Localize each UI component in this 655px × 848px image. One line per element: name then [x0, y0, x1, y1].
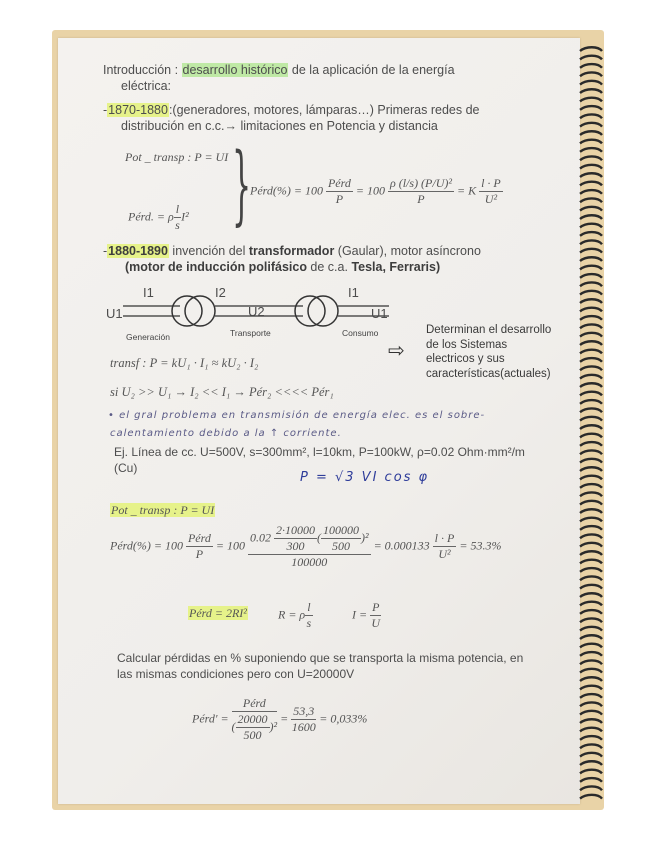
ex-pct-result: = 53.3%	[459, 538, 502, 553]
spiral-coil	[580, 140, 602, 144]
spiral-coil	[580, 341, 602, 345]
spiral-coil	[580, 702, 602, 706]
label-i1-left: I1	[143, 285, 154, 300]
spiral-coil	[580, 257, 602, 261]
spiral-coil	[580, 467, 602, 471]
ex-inner-den: 300	[286, 539, 305, 553]
ex-pct-frac1	[186, 531, 213, 562]
ex-perd-2ri-text: Pérd = 2RI²	[189, 606, 247, 620]
pct-frac3-num: l · P	[481, 176, 501, 190]
ex-big-frac-num: 0.02 $\frac{2\cdot 10000}{300}$ ( $\frac{100000}{500}$ )²	[249, 523, 369, 553]
spiral-coil	[580, 484, 602, 488]
label-i1-right: I1	[348, 285, 359, 300]
transformer1-coil-b	[185, 296, 215, 326]
ex-paren-num: 100000	[322, 523, 359, 537]
perd-formula	[128, 202, 189, 233]
perd-frac-den: s	[175, 218, 180, 232]
spiral-coil	[580, 618, 602, 622]
spiral-coil	[580, 476, 602, 480]
period2-motor: (motor de inducción polifásico	[125, 260, 307, 274]
period2-transformador: transformador	[248, 244, 335, 258]
q-frac2-den: 1600	[291, 720, 316, 734]
spiral-coil	[580, 64, 602, 68]
pct-frac1-den: P	[335, 192, 344, 206]
period1-text1: :(generadores, motores, lámparas…) Primeras redes de	[168, 103, 480, 117]
spiral-coil	[580, 543, 602, 547]
period2-tesla: Tesla, Ferraris)	[351, 260, 441, 274]
ex-r-lhs: R = ρ	[278, 607, 306, 622]
section-heading	[103, 62, 523, 94]
spiral-coil	[580, 165, 602, 169]
spiral-coil	[580, 316, 602, 320]
q-frac1	[232, 696, 278, 743]
spiral-coil	[580, 333, 602, 337]
ex-i-lhs: I =	[352, 607, 368, 622]
label-u2: U2	[248, 304, 265, 319]
arrow-icon: →	[224, 119, 238, 133]
question-text	[117, 650, 523, 682]
spiral-coil	[580, 123, 602, 127]
ex-i-num: P	[372, 600, 380, 614]
determinan-line-1: Determinan el desarrollo	[426, 324, 552, 336]
transformer1-coil-a	[172, 296, 202, 326]
spiral-coil	[580, 392, 602, 396]
q-frac1-num: Pérd	[232, 696, 278, 712]
spiral-coil	[580, 232, 602, 236]
period2-mid: de c.a.	[306, 260, 352, 274]
pct-frac1	[326, 176, 353, 207]
spiral-coil	[580, 81, 602, 85]
ex-coef: 0.02	[249, 530, 271, 545]
spiral-coil	[580, 660, 602, 664]
pct-frac2-den: P	[417, 192, 425, 206]
ex-perd-2ri	[188, 606, 248, 621]
spiral-coil	[580, 434, 602, 438]
question-formula	[192, 696, 367, 743]
spiral-coil	[580, 526, 602, 530]
spiral-coil	[580, 560, 602, 564]
years-1870: 1870-1880	[108, 103, 168, 117]
q-frac1-den: ( $\frac{20000}{500}$ )²	[231, 712, 278, 742]
spiral-coil	[580, 425, 602, 429]
ex-i-formula	[352, 600, 381, 631]
perd-lhs: Pérd. = ρ	[128, 209, 174, 224]
spiral-coil	[580, 585, 602, 589]
spiral-coil	[580, 224, 602, 228]
ex-r-num: l	[307, 600, 311, 614]
spiral-coil	[580, 492, 602, 496]
spiral-coil	[580, 148, 602, 152]
spiral-coil	[580, 568, 602, 572]
spiral-coil	[580, 728, 602, 732]
ex-inner-frac	[274, 523, 317, 554]
spiral-coil	[580, 501, 602, 505]
bullet: -	[103, 103, 108, 117]
example-pot-transp-text: Pot _ transp : P = UI	[111, 503, 215, 517]
period2-text1: invención del	[168, 244, 249, 258]
spiral-coil	[580, 711, 602, 715]
spiral-coil	[580, 114, 602, 118]
transformer2-coil-a	[295, 296, 325, 326]
spiral-coil	[580, 593, 602, 597]
spiral-coil	[580, 190, 602, 194]
determinan-text	[426, 323, 551, 381]
spiral-coil	[580, 408, 602, 412]
spiral-coil	[580, 249, 602, 253]
ex-i-den: U	[371, 616, 381, 630]
spiral-coil	[580, 459, 602, 463]
determinan-line-4: características(actuales)	[426, 367, 551, 380]
spiral-coil	[580, 358, 602, 362]
spiral-coil	[580, 274, 602, 278]
spiral-coil	[580, 266, 602, 270]
heading-suffix: de la aplicación de la energía	[288, 63, 455, 77]
spiral-coil	[580, 106, 602, 110]
ex-inner-num: 2·10000	[275, 523, 315, 537]
years-1880: 1880-1890	[108, 244, 168, 258]
spiral-coil	[580, 551, 602, 555]
spiral-coil	[580, 207, 602, 211]
question-line-1: Calcular pérdidas en % suponiendo que se transporta la misma potencia, en	[117, 651, 524, 665]
heading-highlight: desarrollo histórico	[182, 63, 288, 77]
spiral-coil	[580, 450, 602, 454]
q-lhs: Pérd' =	[192, 711, 229, 726]
spiral-coil	[580, 602, 602, 606]
spiral-coil	[580, 610, 602, 614]
spiral-coil	[580, 576, 602, 580]
handwritten-line-1: • el gral problema en transmisión de energía elec. es el sobre-	[108, 410, 486, 421]
pct-eq2: = 100	[355, 183, 385, 198]
q-result: = 0,033%	[319, 711, 368, 726]
spiral-coil	[580, 736, 602, 740]
spiral-coil	[580, 215, 602, 219]
pot-transp-formula: Pot _ transp : P = UI	[125, 150, 229, 164]
label-u1-left: U1	[106, 306, 123, 321]
pct-lhs: Pérd(%) = 100	[250, 183, 323, 198]
heading-prefix: Introducción :	[103, 63, 182, 77]
spiral-coil	[580, 291, 602, 295]
ex-pct-frac1-num: Pérd	[187, 531, 211, 545]
spiral-coil	[580, 442, 602, 446]
spiral-coil	[580, 753, 602, 757]
spiral-coil	[580, 131, 602, 135]
period-1880	[103, 243, 533, 275]
ex-pct-frac2	[433, 531, 457, 562]
ex-pct-frac1-den: P	[195, 547, 204, 561]
spiral-coil	[580, 89, 602, 93]
q-inner-frac	[236, 712, 270, 743]
q-eq2: =	[280, 711, 289, 726]
period-1870	[103, 102, 533, 134]
spiral-coil	[580, 198, 602, 202]
spiral-coil	[580, 627, 602, 631]
spiral-binding	[578, 44, 604, 802]
spiral-coil	[580, 72, 602, 76]
perd-frac-num: l	[175, 202, 180, 216]
period1-text2b: limitaciones en Potencia y distancia	[237, 119, 438, 133]
spiral-coil	[580, 686, 602, 690]
spiral-coil	[580, 795, 602, 799]
example-line-2: (Cu)	[114, 461, 138, 475]
spiral-coil	[580, 677, 602, 681]
spiral-coil	[580, 400, 602, 404]
q-inner-num: 20000	[237, 712, 268, 726]
pct-frac2	[388, 176, 454, 207]
ex-i-frac	[370, 600, 381, 631]
handwritten-line-2: calentamiento debido a la ↑ corriente.	[110, 428, 342, 439]
ex-pct-frac2-num: l · P	[434, 531, 455, 545]
spiral-coil	[580, 644, 602, 648]
determinan-line-2: de los Sistemas	[426, 338, 508, 351]
pct-frac3-den: U²	[484, 192, 498, 206]
perd-frac	[174, 202, 181, 233]
pct-frac2-num: ρ (l/s) (P/U)²	[389, 176, 452, 190]
pct-frac1-num: Pérd	[327, 176, 351, 190]
q-frac2	[291, 704, 316, 735]
spiral-coil	[580, 518, 602, 522]
transformer2-coil-b	[308, 296, 338, 326]
pct-eq3: = K	[456, 183, 477, 198]
spiral-coil	[580, 282, 602, 286]
spiral-coil	[580, 240, 602, 244]
spiral-coil	[580, 56, 602, 60]
ex-r-den: s	[306, 616, 312, 630]
ex-r-frac	[305, 600, 312, 631]
si-equation: si U₂ >> U₁ → I₂ << I₁ → Pér₂ <<<< Pér₁	[110, 385, 334, 399]
determinan-line-3: electricos y sus	[426, 353, 505, 365]
spiral-coil	[580, 534, 602, 538]
period2-text1b: (Gaular), motor asíncrono	[334, 244, 481, 258]
q-frac2-num: 53,3	[293, 704, 315, 718]
ex-big-frac	[248, 523, 371, 570]
bullet: -	[103, 244, 108, 258]
label-transporte: Transporte	[230, 328, 271, 338]
spiral-coil	[580, 366, 602, 370]
example-pot-transp	[110, 503, 215, 518]
spiral-coil	[580, 778, 602, 782]
example-line-1: Ej. Línea de cc. U=500V, s=300mm², l=10km, P=100kW, ρ=0.02 Ohm·mm²/m	[114, 445, 525, 459]
spiral-coil	[580, 417, 602, 421]
spiral-coil	[580, 375, 602, 379]
handwritten-power-formula: P = √3 VI cos φ	[300, 470, 430, 485]
ex-paren-frac	[321, 523, 361, 554]
spiral-coil	[580, 761, 602, 765]
spiral-coil	[580, 47, 602, 51]
spiral-coil	[580, 156, 602, 160]
period1-text2a: distribución en c.c.	[121, 119, 225, 133]
pct-frac3	[479, 176, 503, 207]
ex-big-frac-den: 100000	[291, 555, 328, 569]
ex-r-formula	[278, 600, 313, 631]
spiral-coil	[580, 324, 602, 328]
ex-paren-den: 500	[331, 539, 350, 553]
spiral-coil	[580, 98, 602, 102]
curly-brace: }	[232, 135, 252, 235]
ex-pct-eq: = 100	[215, 538, 245, 553]
spiral-coil	[580, 350, 602, 354]
q-inner-den: 500	[243, 728, 262, 742]
spiral-coil	[580, 744, 602, 748]
spiral-coil	[580, 383, 602, 387]
spiral-coil	[580, 770, 602, 774]
spiral-coil	[580, 308, 602, 312]
question-line-2: las mismas condiciones pero con U=20000V	[117, 667, 355, 681]
spiral-coil	[580, 694, 602, 698]
label-consumo: Consumo	[342, 328, 379, 338]
spiral-coil	[580, 635, 602, 639]
example-perd-pct	[110, 523, 501, 570]
ex-pct-frac2-den: U²	[438, 547, 451, 561]
label-i2: I2	[215, 285, 226, 300]
ex-result-pre: = 0.000133	[373, 538, 430, 553]
spiral-coil	[580, 509, 602, 513]
heading-line2: eléctrica:	[121, 79, 172, 93]
implies-arrow-icon: ⇨	[388, 340, 405, 362]
spiral-coil	[580, 669, 602, 673]
transf-equation: transf : P = kU₁ · I₁ ≈ kU₂ · I₂	[110, 356, 259, 370]
spiral-coil	[580, 173, 602, 177]
spiral-coil	[580, 786, 602, 790]
label-generacion: Generación	[126, 332, 170, 342]
spiral-coil	[580, 719, 602, 723]
perd-rhs: I²	[181, 209, 189, 224]
label-u1-right: U1	[371, 306, 388, 321]
spiral-coil	[580, 182, 602, 186]
spiral-coil	[580, 652, 602, 656]
spiral-coil	[580, 299, 602, 303]
perd-pct-formula	[250, 176, 503, 207]
ex-pct-lhs: Pérd(%) = 100	[110, 538, 183, 553]
